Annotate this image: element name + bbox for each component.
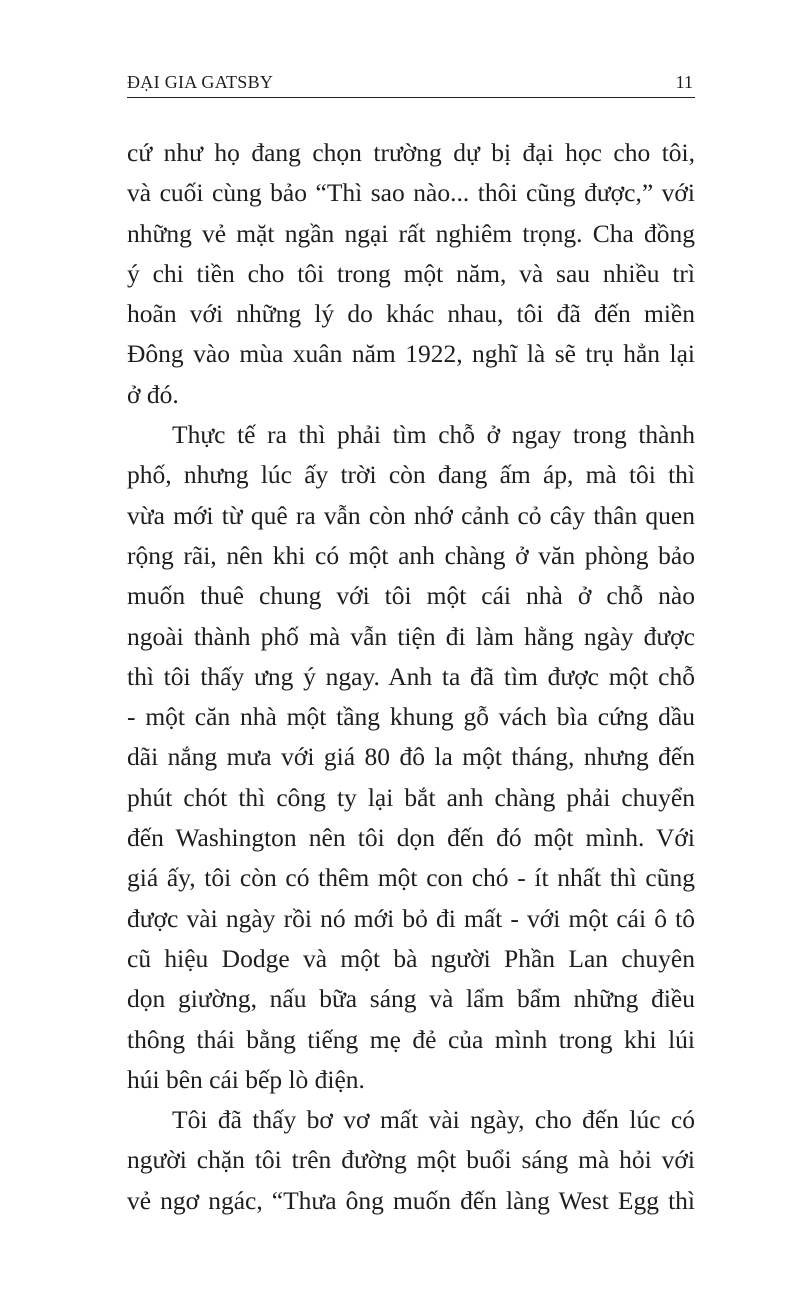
- text-line: Tôi đã thấy bơ vơ mất vài ngày, cho đến lúc có: [172, 1105, 695, 1135]
- text-line: hoãn với những lý do khác nhau, tôi đã đến miền: [127, 299, 695, 329]
- text-line: húi bên cái bếp lò điện.: [127, 1064, 365, 1094]
- text-line: phút chót thì công ty lại bắt anh chàng phải chuyển: [127, 782, 695, 812]
- text-line: Đông vào mùa xuân năm 1922, nghĩ là sẽ trụ hẳn lại: [127, 339, 695, 369]
- text-line: muốn thuê chung với tôi một cái nhà ở chỗ nào: [127, 581, 695, 611]
- text-line: rộng rãi, nên khi có một anh chàng ở văn phòng bảo: [127, 540, 695, 570]
- text-line: cũ hiệu Dodge và một bà người Phần Lan chuyên: [127, 943, 695, 973]
- text-line: vừa mới từ quê ra vẫn còn nhớ cảnh cỏ cây thân quen: [127, 500, 695, 530]
- text-line: phố, nhưng lúc ấy trời còn đang ấm áp, mà tôi thì: [127, 460, 695, 490]
- text-line: dọn giường, nấu bữa sáng và lẩm bẩm những điều: [127, 984, 695, 1014]
- text-line: thì tôi thấy ưng ý ngay. Anh ta đã tìm được một chỗ: [127, 661, 695, 691]
- running-header: [127, 72, 695, 98]
- body-text: [127, 133, 695, 1221]
- text-line: và cuối cùng bảo “Thì sao nào... thôi cũng được,” với: [127, 178, 695, 208]
- text-line: Thực tế ra thì phải tìm chỗ ở ngay trong thành: [172, 420, 695, 450]
- text-line: ngoài thành phố mà vẫn tiện đi làm hằng ngày được: [127, 621, 695, 651]
- text-line: - một căn nhà một tầng khung gỗ vách bìa cứng dầu: [127, 702, 695, 732]
- text-line: ở đó.: [127, 379, 179, 409]
- text-line: những vẻ mặt ngần ngại rất nghiêm trọng. Cha đồng: [127, 218, 695, 248]
- text-line: dãi nắng mưa với giá 80 đô la một tháng, nhưng đến: [127, 742, 695, 772]
- text-line: cứ như họ đang chọn trường dự bị đại học cho tôi,: [127, 138, 695, 167]
- text-line: vẻ ngơ ngác, “Thưa ông muốn đến làng West Egg thì: [127, 1185, 695, 1215]
- running-title: ĐẠI GIA GATSBY: [127, 72, 274, 92]
- text-line: thông thái bằng tiếng mẹ đẻ của mình trong khi lúi: [127, 1024, 695, 1054]
- text-line: được vài ngày rồi nó mới bỏ đi mất - với một cái ô tô: [127, 903, 695, 933]
- paragraph: [127, 1100, 695, 1221]
- page-number: 11: [675, 72, 693, 92]
- text-line: người chặn tôi trên đường một buổi sáng mà hỏi với: [127, 1145, 695, 1175]
- paragraph: [127, 133, 695, 415]
- text-line: giá ấy, tôi còn có thêm một con chó - ít nhất thì cũng: [127, 863, 695, 893]
- text-line: ý chi tiền cho tôi trong một năm, và sau nhiều trì: [127, 258, 695, 288]
- paragraph: [127, 415, 695, 1100]
- text-line: đến Washington nên tôi dọn đến đó một mình. Với: [127, 823, 695, 853]
